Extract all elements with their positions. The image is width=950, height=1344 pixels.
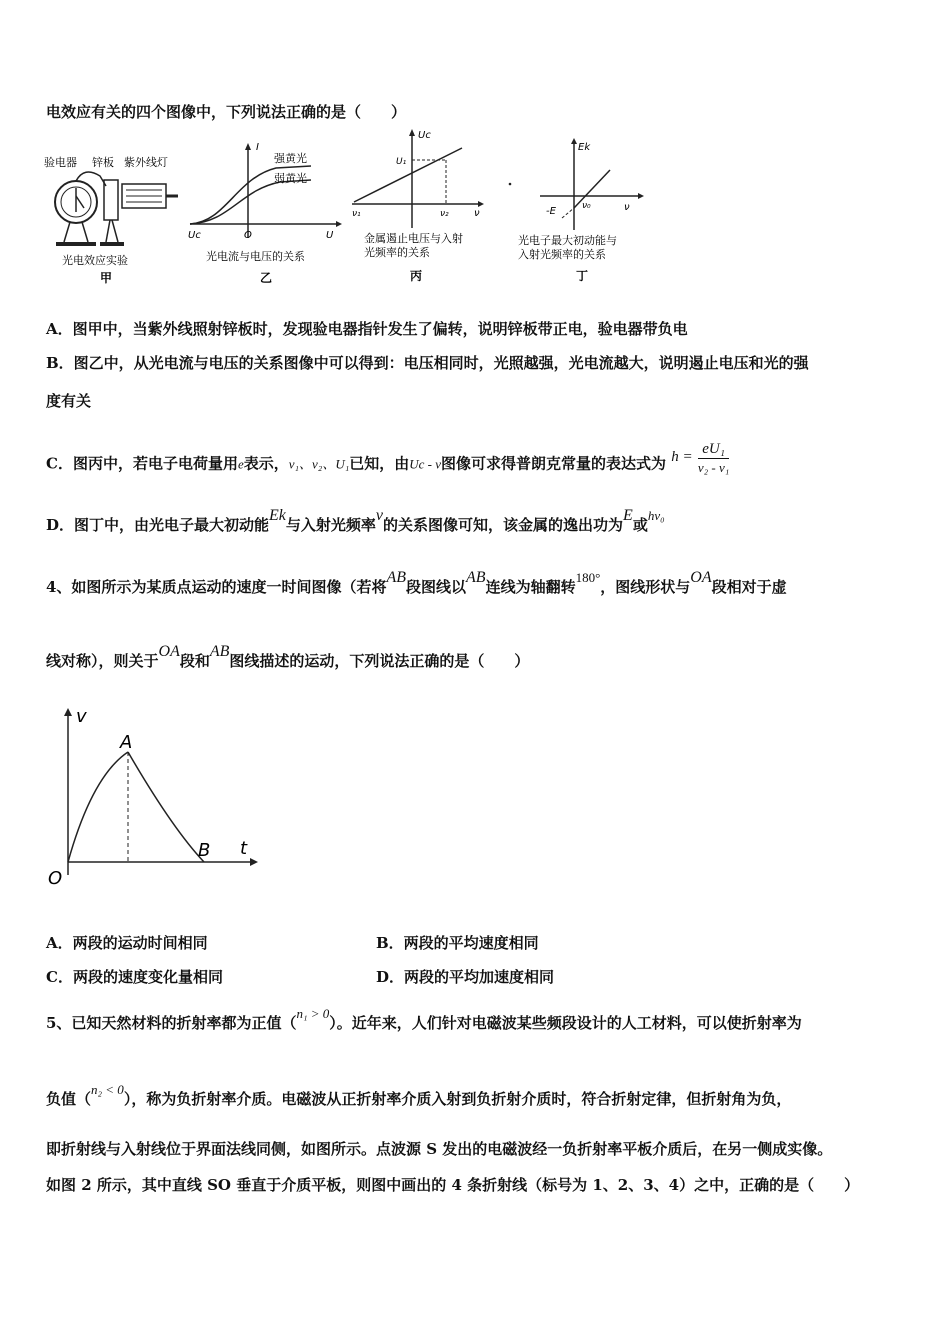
svg-text:B: B	[198, 840, 211, 861]
segment-oa	[68, 752, 128, 862]
jia-caption: 光电效应实验	[62, 254, 128, 267]
ding-line	[574, 170, 610, 208]
svg-text:I: I	[256, 142, 259, 153]
figure-yi	[186, 138, 346, 288]
q3-option-a: A．图甲中，当紫外线照射锌板时，发现验电器指针发生了偏转，说明锌板带正电，验电器带负电	[46, 320, 688, 338]
svg-text:ν₁: ν₁	[352, 209, 361, 219]
svg-text:ν: ν	[474, 208, 480, 219]
jia-label-electroscope: 验电器	[44, 156, 77, 169]
q5-line1: 5、已知天然材料的折射率都为正值（n₁ > 0）。近年来，人们针对电磁波某些频段设计的人工材料，可以使折射率为	[46, 1006, 802, 1032]
segment-ab	[128, 752, 204, 862]
svg-text:Uc: Uc	[188, 230, 201, 241]
svg-text:ν: ν	[624, 202, 630, 213]
figure-jia	[40, 146, 190, 286]
svg-text:t: t	[240, 838, 248, 859]
svg-text:A: A	[120, 732, 133, 753]
q4-option-a: A．两段的运动时间相同	[46, 934, 208, 952]
ding-tag: 丁	[576, 269, 589, 283]
svg-text:Uc: Uc	[418, 130, 431, 141]
svg-text:U: U	[326, 230, 334, 241]
q4-stem-line1: 4、如图所示为某质点运动的速度一时间图像（若将AB段图线以AB连线为轴翻转180°，图线形状与OA段相对于虚	[46, 569, 787, 596]
figure-ding	[504, 138, 654, 288]
q4-option-c: C．两段的速度变化量相同	[46, 968, 223, 986]
svg-text:ν₂: ν₂	[440, 209, 449, 219]
ding-caption-1: 光电子最大初动能与	[518, 234, 617, 247]
q3-option-c: C．图丙中，若电子电荷量用e表示，ν₁、ν₂、U₁已知，由Uc - ν图像可求得普朗克常量的表达式为 h = $\frac{\text{eU₁}}{\text{ν₂ - ν₁}}$	[46, 441, 730, 475]
bing-caption-1: 金属遏止电压与入射	[364, 232, 463, 245]
svg-text:O: O	[48, 868, 63, 889]
svg-text:O: O	[244, 230, 252, 241]
svg-text:Ek: Ek	[578, 142, 591, 153]
q5-line2: 负值（n₂ < 0），称为负折射率介质。电磁波从正折射率介质入射到负折射介质时，符合折射定律，但折射角为负，	[46, 1082, 792, 1108]
q5-line4: 如图 2 所示，其中直线 SO 垂直于介质平板，则图中画出的 4 条折射线（标号为 1、2、3、4）之中，正确的是（ ）	[46, 1176, 860, 1194]
jia-label-zinc: 锌板	[92, 156, 114, 169]
weak-light-curve	[190, 180, 311, 224]
svg-text:-E: -E	[546, 206, 556, 217]
figure-bing	[348, 128, 498, 288]
q3-option-b-line1: B．图乙中，从光电流与电压的关系图像中可以得到：电压相同时，光照越强，光电流越大，说明遏止电压和光的强	[46, 354, 809, 372]
zinc-plate-icon	[104, 180, 118, 220]
q3-option-d: D．图丁中，由光电子最大初动能Ek与入射光频率ν的关系图像可知，该金属的逸出功为E或hν₀	[46, 507, 665, 534]
q3-option-b-line2: 度有关	[46, 392, 92, 410]
bing-caption-2: 光频率的关系	[364, 246, 430, 259]
yi-caption: 光电流与电压的关系	[206, 250, 305, 263]
q3-stem: 电效应有关的四个图像中，下列说法正确的是（ ）	[46, 103, 407, 121]
q4-stem-line2: 线对称），则关于OA段和AB图线描述的运动，下列说法正确的是（ ）	[46, 643, 530, 670]
q4-option-b: B．两段的平均速度相同	[376, 934, 539, 952]
q5-line3: 即折射线与入射线位于界面法线同侧，如图所示。点波源 S 发出的电磁波经一负折射率平板介质后，在另一侧成实像。	[46, 1140, 833, 1158]
jia-label-uv-lamp: 紫外线灯	[124, 156, 168, 169]
svg-text:v: v	[76, 706, 87, 727]
svg-text:ν₀: ν₀	[582, 201, 591, 211]
yi-tag: 乙	[260, 271, 273, 285]
yi-weak-label: 弱黄光	[274, 172, 307, 185]
svg-text:U₁: U₁	[396, 157, 407, 167]
ding-caption-2: 入射光频率的关系	[518, 248, 606, 261]
bing-tag: 丙	[410, 269, 423, 283]
q4-velocity-time-graph	[40, 700, 270, 900]
jia-tag: 甲	[100, 271, 113, 285]
planck-fraction: $\frac{\text{eU₁}}{\text{ν₂ - ν₁}}$	[697, 441, 730, 475]
yi-strong-label: 强黄光	[274, 152, 307, 165]
q4-option-d: D．两段的平均加速度相同	[376, 968, 555, 986]
